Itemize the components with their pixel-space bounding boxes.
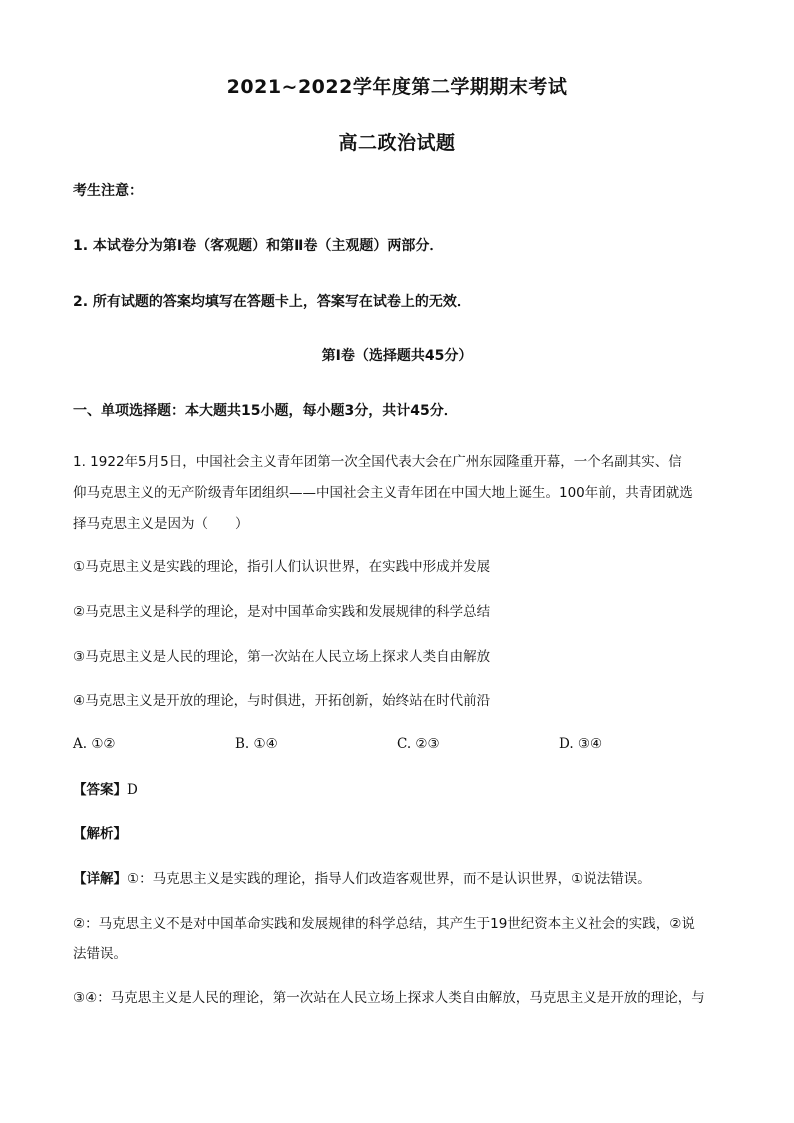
notice-label: 考生注意： xyxy=(73,183,143,199)
answer-tag: 【答案】 xyxy=(73,782,127,798)
notice-item-2: 2. 所有试题的答案均填写在答题卡上，答案写在试卷上的无效． xyxy=(73,294,471,310)
answer-line xyxy=(73,781,723,799)
detail-line-1 xyxy=(73,870,723,888)
option-c: C. ②③ xyxy=(397,736,440,752)
question-stem-line-1: 1. 1922年5月5日，中国社会主义青年团第一次全国代表大会在广州东园隆重开幕，一个名副其实、信 xyxy=(73,454,682,470)
statement-3: ③马克思主义是人民的理论，第一次站在人民立场上探求人类自由解放 xyxy=(73,649,491,665)
option-d: D. ③④ xyxy=(559,736,603,752)
section-title: 第Ⅰ卷（选择题共45分） xyxy=(321,348,473,364)
section-heading: 一、单项选择题：本大题共15小题，每小题3分，共计45分． xyxy=(73,403,458,419)
analysis-line xyxy=(73,825,723,843)
exam-title: 2021~2022学年度第二学期期末考试 xyxy=(226,76,568,98)
analysis-tag: 【解析】 xyxy=(73,826,127,842)
answer-value: D xyxy=(127,782,138,798)
question-stem-line-3: 择马克思主义是因为（ ） xyxy=(73,516,249,532)
detail-line-3: ③④：马克思主义是人民的理论，第一次站在人民立场上探求人类自由解放，马克思主义是开放的理论，与 xyxy=(73,990,705,1006)
option-a: A. ①② xyxy=(73,736,116,752)
detail-line-2b: 法错误。 xyxy=(73,946,127,962)
detail-line-2: ②：马克思主义不是对中国革命实践和发展规律的科学总结，其产生于19世纪资本主义社会的实践，②说 xyxy=(73,916,695,932)
answer-options xyxy=(73,736,723,756)
question-stem-line-2: 仰马克思主义的无产阶级青年团组织——中国社会主义青年团在中国大地上诞生。100年前，共青团就选 xyxy=(73,485,693,501)
detail-text-1: ①：马克思主义是实践的理论，指导人们改造客观世界，而不是认识世界，①说法错误。 xyxy=(127,871,651,887)
detail-tag: 【详解】 xyxy=(73,871,127,887)
statement-4: ④马克思主义是开放的理论，与时俱进，开拓创新，始终站在时代前沿 xyxy=(73,693,491,709)
statement-1: ①马克思主义是实践的理论，指引人们认识世界，在实践中形成并发展 xyxy=(73,559,491,575)
option-b: B. ①④ xyxy=(235,736,278,752)
statement-2: ②马克思主义是科学的理论，是对中国革命实践和发展规律的科学总结 xyxy=(73,604,491,620)
exam-subtitle: 高二政治试题 xyxy=(338,132,456,154)
notice-item-1: 1. 本试卷分为第Ⅰ卷（客观题）和第Ⅱ卷（主观题）两部分． xyxy=(73,238,444,254)
